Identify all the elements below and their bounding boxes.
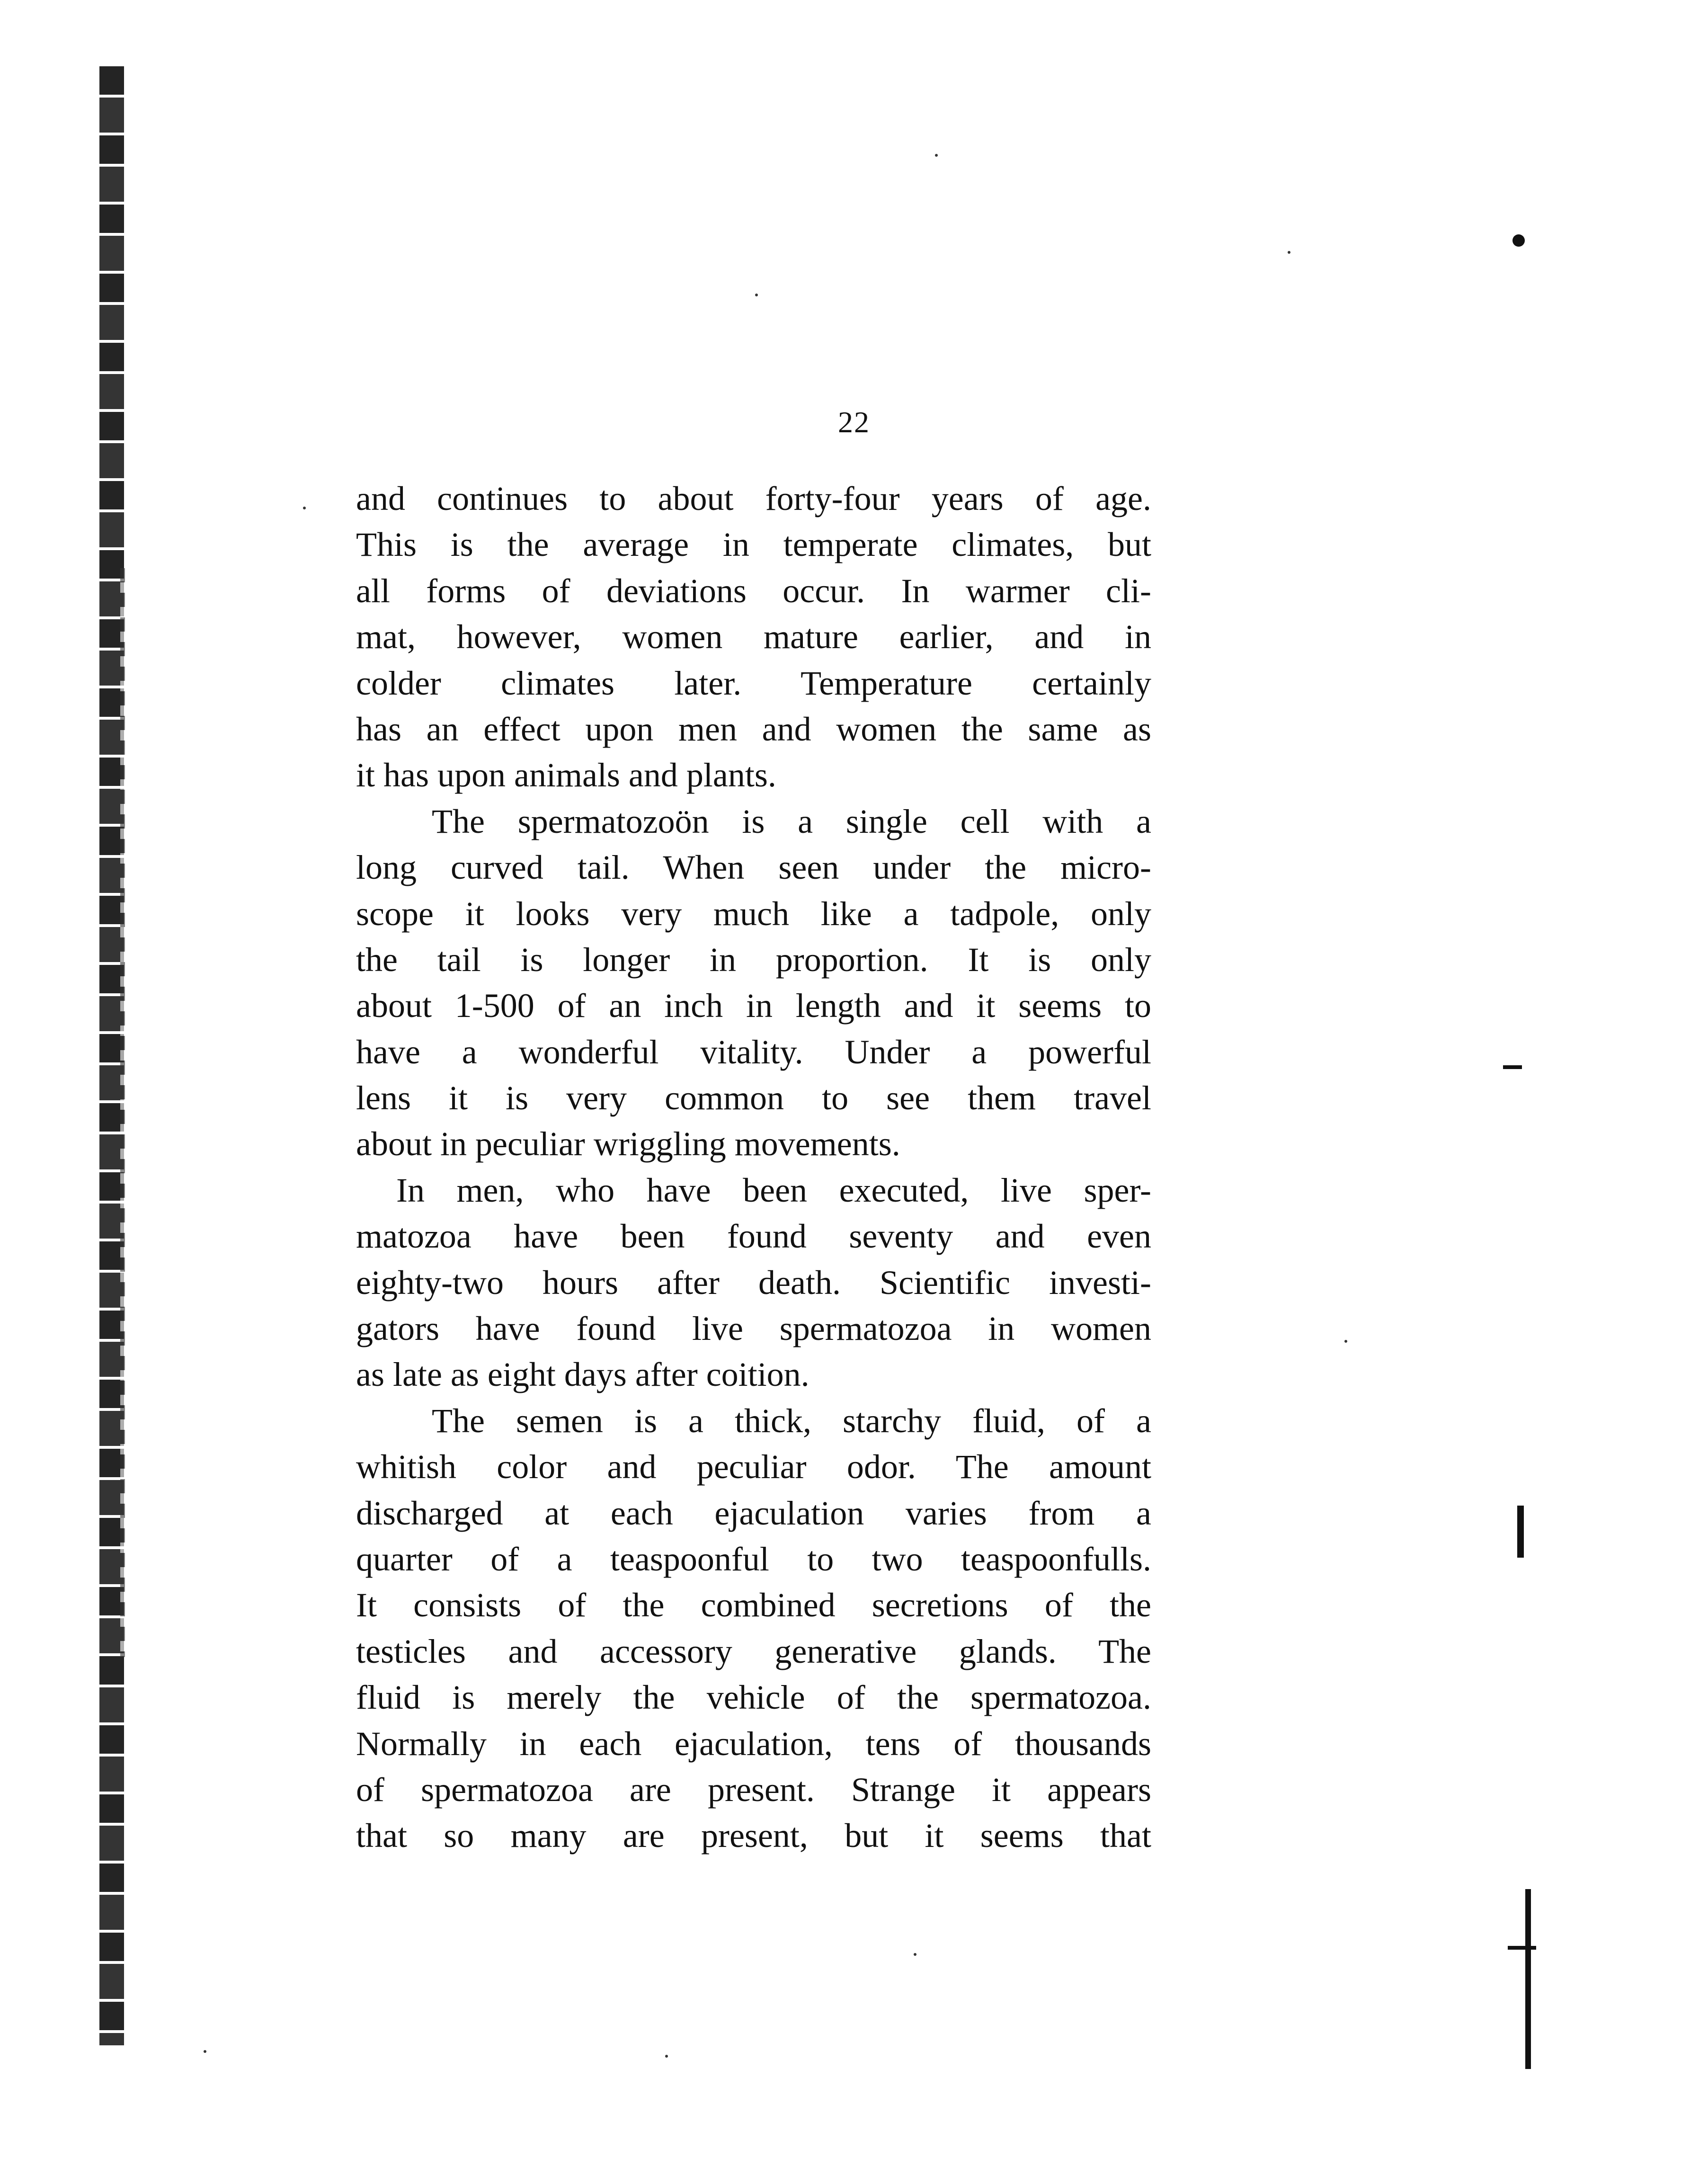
text-line: long curved tail. When seen under the micro- [356, 848, 1151, 887]
text-line: discharged at each ejaculation varies from a [356, 1494, 1151, 1532]
text-line: The spermatozoön is a single cell with a [432, 802, 1151, 840]
text-line: matozoa have been found seventy and even [356, 1217, 1151, 1256]
text-line: mat, however, women mature earlier, and in [356, 618, 1151, 656]
scan-mark [1503, 1065, 1522, 1069]
text-line: gators have found live spermatozoa in women [356, 1310, 1151, 1348]
text-line: has an effect upon men and women the same as [356, 710, 1151, 748]
scan-speck [935, 154, 938, 157]
page-number: 22 [838, 405, 870, 439]
text-line: lens it is very common to see them travel [356, 1079, 1151, 1117]
text-line: Normally in each ejaculation, tens of thousands [356, 1724, 1151, 1763]
scan-speck [755, 294, 758, 296]
text-line: quarter of a teaspoonful to two teaspoonfulls. [356, 1540, 1151, 1578]
text-line: and continues to about forty-four years of age. [356, 480, 1151, 517]
text-line: In men, who have been executed, live sper- [396, 1171, 1151, 1209]
scan-speck [1288, 251, 1290, 254]
scan-mark [1525, 1889, 1531, 2069]
text-line: the tail is longer in proportion. It is only [356, 940, 1151, 979]
scan-mark [1508, 1946, 1536, 1950]
scan-mark [1517, 1506, 1524, 1558]
text-line: scope it looks very much like a tadpole, only [356, 894, 1151, 933]
text-line: of spermatozoa are present. Strange it appears [356, 1770, 1151, 1809]
text-line: The semen is a thick, starchy fluid, of a [432, 1401, 1151, 1440]
binding-shadow-inner [120, 568, 125, 1657]
text-line: all forms of deviations occur. In warmer cli- [356, 571, 1151, 610]
text-line: colder climates later. Temperature certainly [356, 664, 1151, 702]
scan-speck [665, 2055, 668, 2058]
text-line: testicles and accessory generative glands. The [356, 1632, 1151, 1670]
text-line: it has upon animals and plants. [356, 756, 776, 794]
text-line: about 1-500 of an inch in length and it seems to [356, 987, 1151, 1025]
text-line: This is the average in temperate climates, but [356, 526, 1151, 564]
text-line: fluid is merely the vehicle of the spermatozoa. [356, 1678, 1151, 1717]
text-line: eighty-two hours after death. Scientific investi- [356, 1263, 1151, 1302]
scan-speck [1344, 1340, 1347, 1343]
scan-speck [303, 507, 306, 509]
text-line: about in peculiar wriggling movements. [356, 1125, 900, 1163]
text-line: whitish color and peculiar odor. The amount [356, 1448, 1151, 1486]
scan-mark [1512, 234, 1525, 247]
scan-speck [204, 2050, 206, 2053]
text-line: It consists of the combined secretions of the [356, 1586, 1151, 1624]
scan-speck [914, 1953, 916, 1956]
text-line: as late as eight days after coition. [356, 1355, 810, 1394]
text-line: have a wonderful vitality. Under a powerful [356, 1033, 1151, 1071]
body-text [356, 476, 1151, 1859]
text-line: that so many are present, but it seems that [356, 1817, 1151, 1855]
